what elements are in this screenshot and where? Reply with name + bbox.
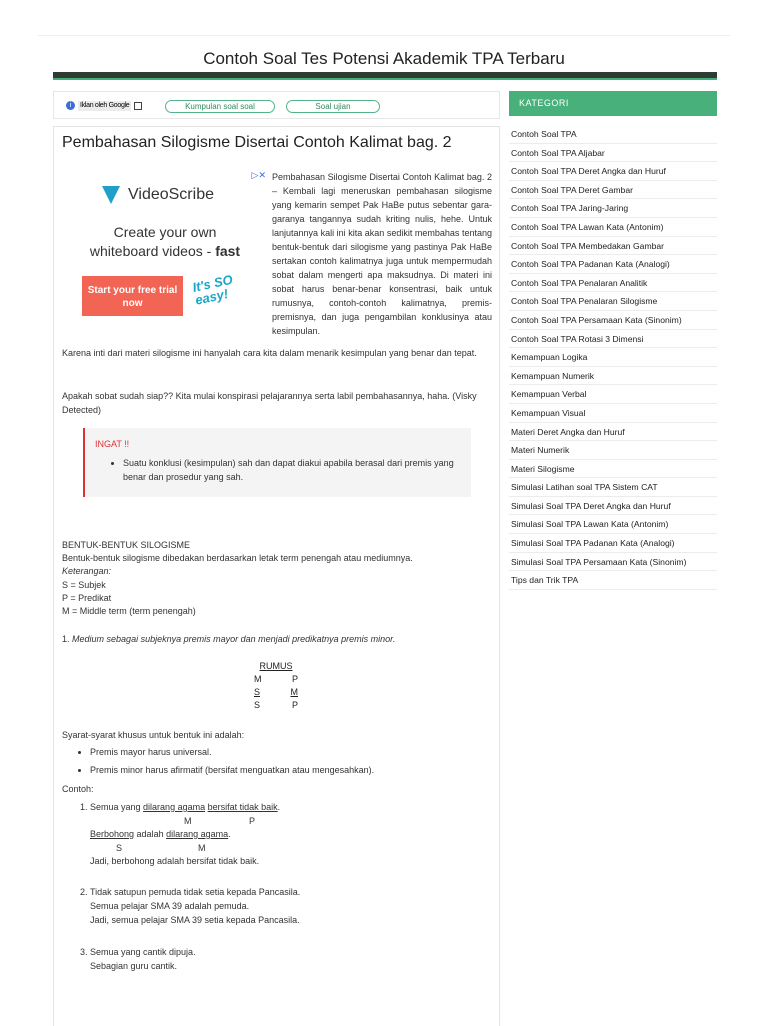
- keterangan-m: M = Middle term (term penengah): [62, 606, 196, 616]
- ad-headline-1: Create your own: [113, 224, 217, 240]
- syarat-list: [62, 745, 492, 781]
- kategori-item[interactable]: Contoh Soal TPA Padanan Kata (Analogi): [509, 255, 717, 274]
- kategori-item[interactable]: Simulasi Soal TPA Lawan Kata (Antonim): [509, 515, 717, 534]
- video-ad[interactable]: [80, 170, 268, 320]
- kategori-item[interactable]: Contoh Soal TPA Membedakan Gambar: [509, 237, 717, 256]
- kategori-item[interactable]: Contoh Soal TPA Penalaran Silogisme: [509, 292, 717, 311]
- kategori-item[interactable]: Contoh Soal TPA Persamaan Kata (Sinonim): [509, 311, 717, 330]
- contoh-item: 2. Tidak satupun pemuda tidak setia kepada Pancasila. Semua pelajar SMA 39 adalah pemuda. Jadi, semua pelajar SMA 39 setia kepada Pancasila.: [90, 885, 492, 927]
- kategori-item[interactable]: Simulasi Soal TPA Padanan Kata (Analogi): [509, 534, 717, 553]
- notice-box: [83, 428, 471, 497]
- kategori-item[interactable]: Contoh Soal TPA Lawan Kata (Antonim): [509, 218, 717, 237]
- ad-link-bar: [53, 91, 500, 119]
- article-intro: Pembahasan Silogisme Disertai Contoh Kalimat bag. 2 – Kembali lagi meneruskan pembahasan silogisme yang kemarin sempet Pak HaBe putus sebentar gara-garanya tangannya sudah kriting nulis, hehe. Untuk lanjutannya kali ini kita akan sedikit membahas tentang bentuk-bentuk dari silogisme yang pastinya Pak HaBe sertakan contoh kalimatnya juga untuk mempermudah sobat dalam mengerti apa maksudnya. Di materi ini sobat harus benar-benar konsentrasi, baik untuk rumusnya, contoh-contoh kalimatnya, premis-premisnya, dan juga pengambilan konklusinya atau kesimpulan.: [272, 172, 492, 336]
- kategori-item[interactable]: Tips dan Trik TPA: [509, 571, 717, 590]
- contoh-3: [62, 945, 492, 973]
- ad-cta-button[interactable]: Start your free trial now: [82, 276, 183, 316]
- ad-choices[interactable]: [66, 100, 142, 111]
- videoscribe-logo-icon: [102, 186, 120, 204]
- site-title[interactable]: Contoh Soal Tes Potensi Akademik TPA Terbaru: [203, 49, 565, 68]
- external-link-icon: [134, 102, 142, 110]
- kategori-item[interactable]: Kemampuan Verbal: [509, 385, 717, 404]
- contoh-item: 1. Semua yang dilarang agama bersifat tidak baik. M P Berbohong adalah dilarang agama. S M Jadi, berbohong adalah bersifat tidak baik.: [90, 800, 492, 868]
- kategori-item[interactable]: Kemampuan Numerik: [509, 367, 717, 386]
- kategori-item[interactable]: Kemampuan Visual: [509, 404, 717, 423]
- rumus-box: [248, 660, 304, 712]
- kategori-item[interactable]: Simulasi Soal TPA Deret Angka dan Huruf: [509, 497, 717, 516]
- header-accent-line: [53, 78, 717, 80]
- syarat-item: • Premis minor harus afirmatif (bersifat menguatkan atau mengesahkan).: [90, 763, 492, 777]
- rumus-row: M P: [254, 674, 298, 684]
- contoh-1: [62, 800, 492, 868]
- ad-headline-2: whiteboard videos - fast: [89, 243, 241, 259]
- section-desc: Bentuk-bentuk silogisme dibedakan berdasarkan letak term penengah atau mediumnya.: [62, 553, 413, 563]
- kategori-item[interactable]: Simulasi Soal TPA Persamaan Kata (Sinonim): [509, 553, 717, 572]
- info-icon: i: [66, 101, 75, 110]
- kategori-item[interactable]: Materi Numerik: [509, 441, 717, 460]
- kategori-item[interactable]: Simulasi Latihan soal TPA Sistem CAT: [509, 478, 717, 497]
- top-divider: [38, 35, 730, 36]
- keterangan-s: S = Subjek: [62, 580, 106, 590]
- ad-link-soal-ujian[interactable]: Soal ujian: [286, 100, 380, 113]
- contoh-label: Contoh:: [62, 784, 94, 794]
- syarat-label: Syarat-syarat khusus untuk bentuk ini adalah:: [62, 730, 245, 740]
- article-title[interactable]: Pembahasan Silogisme Disertai Contoh Kalimat bag. 2: [62, 134, 452, 151]
- kategori-item[interactable]: Contoh Soal TPA Deret Angka dan Huruf: [509, 162, 717, 181]
- keterangan-p: P = Predikat: [62, 593, 112, 603]
- notice-item: • Suatu konklusi (kesimpulan) sah dan dapat diakui apabila berasal dari premis yang benar dan prosedur yang sah.: [123, 456, 463, 484]
- syarat-item: • Premis mayor harus universal.: [90, 745, 492, 759]
- rumus-row: S M: [254, 687, 298, 697]
- keterangan-label: Keterangan:: [62, 566, 112, 576]
- ad-brand: VideoScribe: [102, 186, 214, 204]
- contoh-item: 3. Semua yang cantik dipuja. Sebagian guru cantik.: [90, 945, 492, 973]
- ad-badge: It's SO easy!: [191, 271, 235, 308]
- kategori-heading: KATEGORI: [509, 91, 717, 116]
- kategori-item[interactable]: Materi Deret Angka dan Huruf: [509, 423, 717, 442]
- point-1: 1. Medium sebagai subjeknya premis mayor dan menjadi predikatnya premis minor.: [62, 634, 396, 644]
- kategori-item[interactable]: Contoh Soal TPA Aljabar: [509, 144, 717, 163]
- kategori-item[interactable]: Kemampuan Logika: [509, 348, 717, 367]
- contoh-2: [62, 885, 492, 927]
- ad-close-icon[interactable]: ▷✕: [251, 170, 266, 180]
- kategori-item[interactable]: Contoh Soal TPA Rotasi 3 Dimensi: [509, 330, 717, 349]
- kategori-item[interactable]: Contoh Soal TPA: [509, 125, 717, 144]
- notice-title: INGAT !!: [95, 439, 130, 449]
- article-paragraph: Apakah sobat sudah siap?? Kita mulai konspirasi pelajarannya serta labil pembahasannya, haha. (Visky Detected): [62, 391, 477, 415]
- kategori-list: [509, 125, 717, 590]
- kategori-item[interactable]: Contoh Soal TPA Penalaran Analitik: [509, 274, 717, 293]
- ad-label: Iklan oleh Google: [80, 101, 130, 109]
- rumus-title: RUMUS: [259, 661, 293, 671]
- article-intro-continued: Karena inti dari materi silogisme ini hanyalah cara kita dalam menarik kesimpulan yang benar dan tepat.: [62, 348, 477, 358]
- kategori-item[interactable]: Contoh Soal TPA Deret Gambar: [509, 181, 717, 200]
- kategori-item[interactable]: Contoh Soal TPA Jaring-Jaring: [509, 199, 717, 218]
- ad-link-kumpulan[interactable]: Kumpulan soal soal: [165, 100, 275, 113]
- sidebar: [509, 91, 717, 590]
- section-heading: BENTUK-BENTUK SILOGISME: [62, 540, 191, 550]
- rumus-row: S P: [254, 700, 298, 710]
- kategori-item[interactable]: Materi Silogisme: [509, 460, 717, 479]
